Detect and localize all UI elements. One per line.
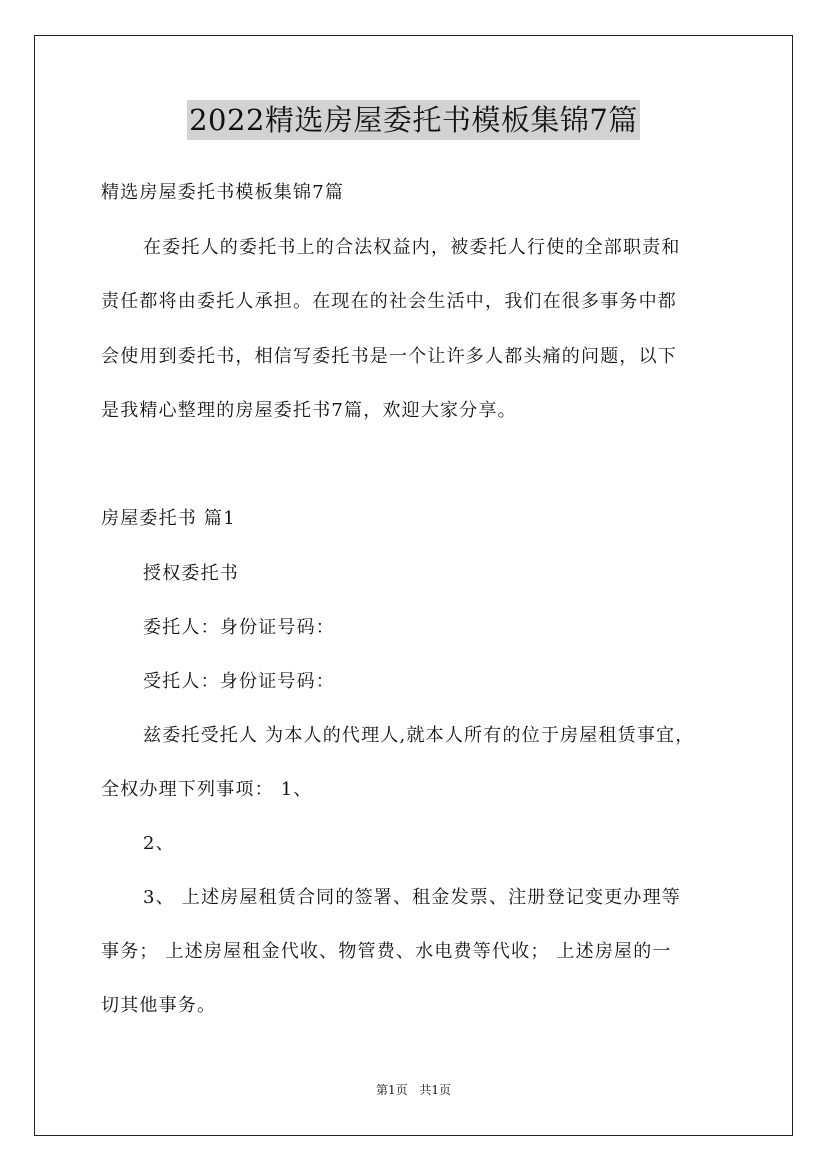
document-title: 2022精选房屋委托书模板集锦7篇 xyxy=(187,100,640,140)
para1-line-2: 全权办理下列事项： 1、 xyxy=(101,779,313,800)
auth-title: 授权委托书 xyxy=(143,563,239,584)
item-3-line-2: 事务； 上述房屋租金代收、物管费、水电费等代收； 上述房屋的一 xyxy=(101,941,672,962)
intro-line-4: 是我精心整理的房屋委托书7篇，欢迎大家分享。 xyxy=(101,400,517,421)
principal-line: 委托人：身份证号码： xyxy=(143,617,335,638)
page-number-total: 共1页 xyxy=(419,1083,452,1097)
intro-line-3: 会使用到委托书，相信写委托书是一个让许多人都头痛的问题，以下 xyxy=(101,346,677,367)
item-2: 2、 xyxy=(143,833,175,854)
page-number-current: 第1页 xyxy=(375,1083,408,1097)
intro-line-1: 在委托人的委托书上的合法权益内，被委托人行使的全部职责和 xyxy=(143,237,681,258)
intro-line-2: 责任都将由委托人承担。在现在的社会生活中，我们在很多事务中都 xyxy=(101,291,677,312)
item-3-line-3: 切其他事务。 xyxy=(101,995,217,1016)
title-container xyxy=(0,100,827,140)
item-3-line-1: 3、 上述房屋租赁合同的签署、租金发票、注册登记变更办理等 xyxy=(143,887,681,908)
document-subtitle: 精选房屋委托书模板集锦7篇 xyxy=(101,182,345,203)
para1-line-1: 兹委托受托人 为本人的代理人,就本人所有的位于房屋租赁事宜， xyxy=(143,725,695,746)
section-heading: 房屋委托书 篇1 xyxy=(101,508,236,529)
page-footer xyxy=(0,1082,827,1098)
agent-line: 受托人：身份证号码： xyxy=(143,671,335,692)
